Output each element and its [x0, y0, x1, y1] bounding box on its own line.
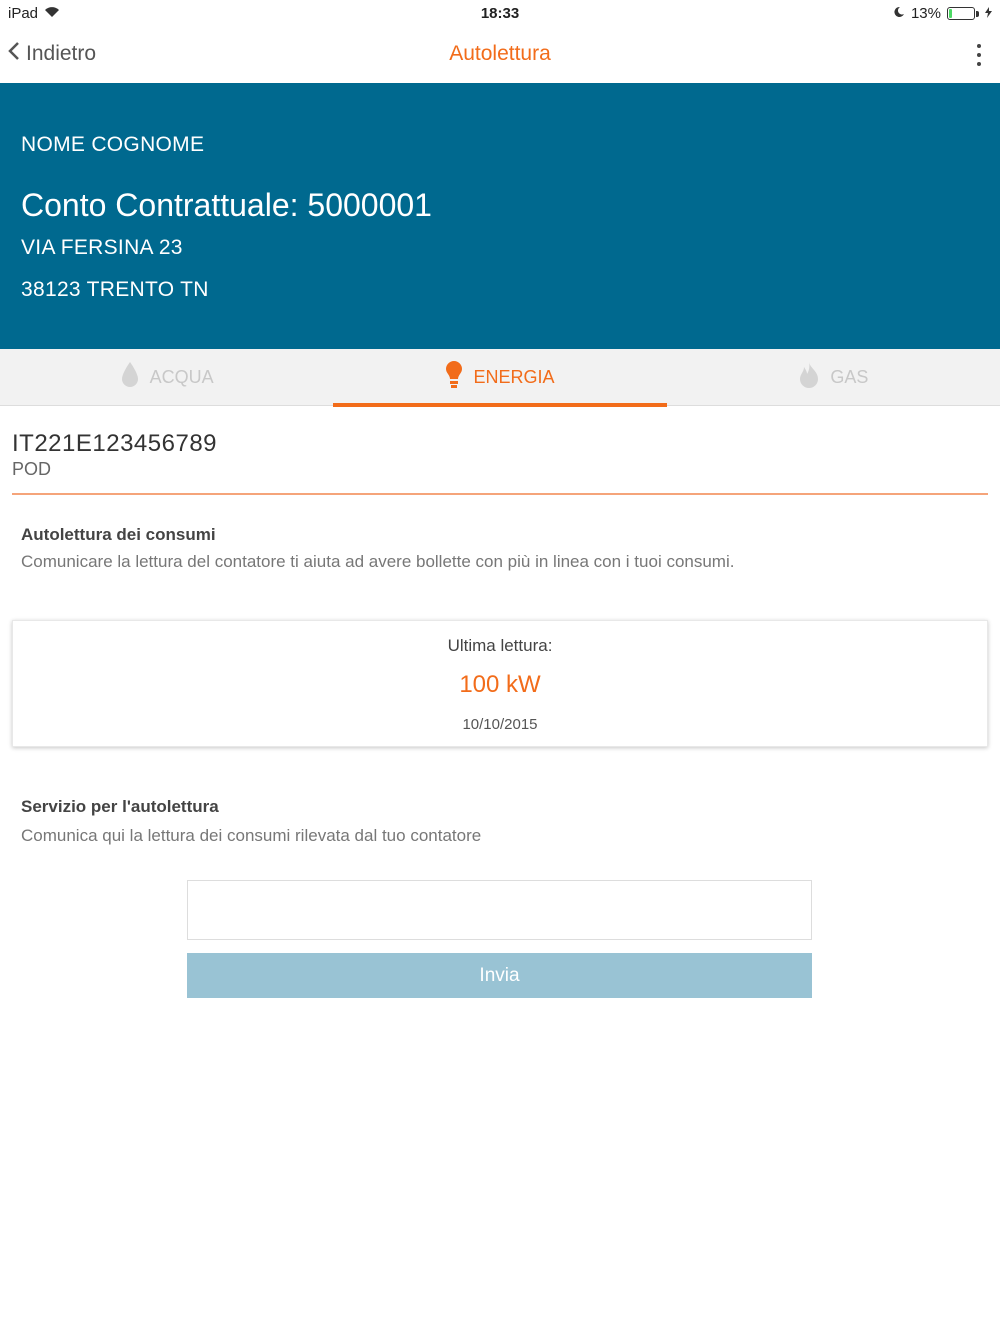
service-description: Comunica qui la lettura dei consumi rilevata dal tuo contatore — [21, 826, 482, 845]
battery-percent: 13% — [910, 5, 941, 22]
utility-tabs — [0, 349, 1000, 406]
moon-icon — [893, 5, 905, 22]
pod-code: IT221E123456789 — [12, 430, 218, 457]
address-street: VIA FERSINA 23 — [21, 236, 183, 259]
tab-label: ENERGIA — [473, 367, 555, 387]
back-label: Indietro — [26, 42, 97, 65]
self-reading-description: Comunicare la lettura del contatore ti aiuta ad avere bollette con più in linea con i tuoi consumi. — [21, 552, 735, 571]
page-title: Autolettura — [449, 42, 551, 65]
status-time: 18:33 — [480, 5, 520, 22]
last-reading-label: Ultima lettura: — [447, 636, 553, 655]
tab-energia[interactable] — [333, 349, 666, 406]
tab-acqua[interactable] — [0, 349, 333, 406]
status-bar-right — [893, 5, 992, 22]
status-bar — [0, 0, 1000, 28]
battery-icon — [947, 7, 975, 20]
customer-name: NOME COGNOME — [21, 133, 205, 156]
device-name: iPad — [8, 5, 39, 22]
address-city: 38123 TRENTO TN — [21, 278, 209, 301]
tab-gas[interactable] — [667, 349, 1000, 406]
lightbulb-icon — [445, 360, 463, 395]
tab-label: GAS — [830, 367, 869, 387]
charging-icon — [985, 5, 992, 22]
tab-label: ACQUA — [149, 367, 214, 387]
last-reading-value: 100 kW — [459, 671, 541, 698]
last-reading-date: 10/10/2015 — [462, 716, 538, 733]
battery-fill — [949, 9, 952, 18]
water-drop-icon — [120, 361, 140, 394]
flame-icon — [798, 361, 820, 394]
account-header — [0, 83, 1000, 349]
self-reading-title: Autolettura dei consumi — [21, 525, 216, 544]
navigation-bar — [0, 28, 1000, 83]
divider — [12, 493, 988, 495]
meter-reading-input[interactable] — [187, 880, 812, 940]
last-reading-card — [12, 620, 988, 747]
service-title: Servizio per l'autolettura — [21, 797, 219, 816]
more-options-icon[interactable] — [972, 44, 986, 66]
send-button[interactable]: Invia — [187, 953, 812, 998]
pod-label: POD — [12, 459, 52, 479]
battery-tip — [976, 11, 979, 17]
account-number: Conto Contrattuale: 5000001 — [21, 187, 432, 223]
